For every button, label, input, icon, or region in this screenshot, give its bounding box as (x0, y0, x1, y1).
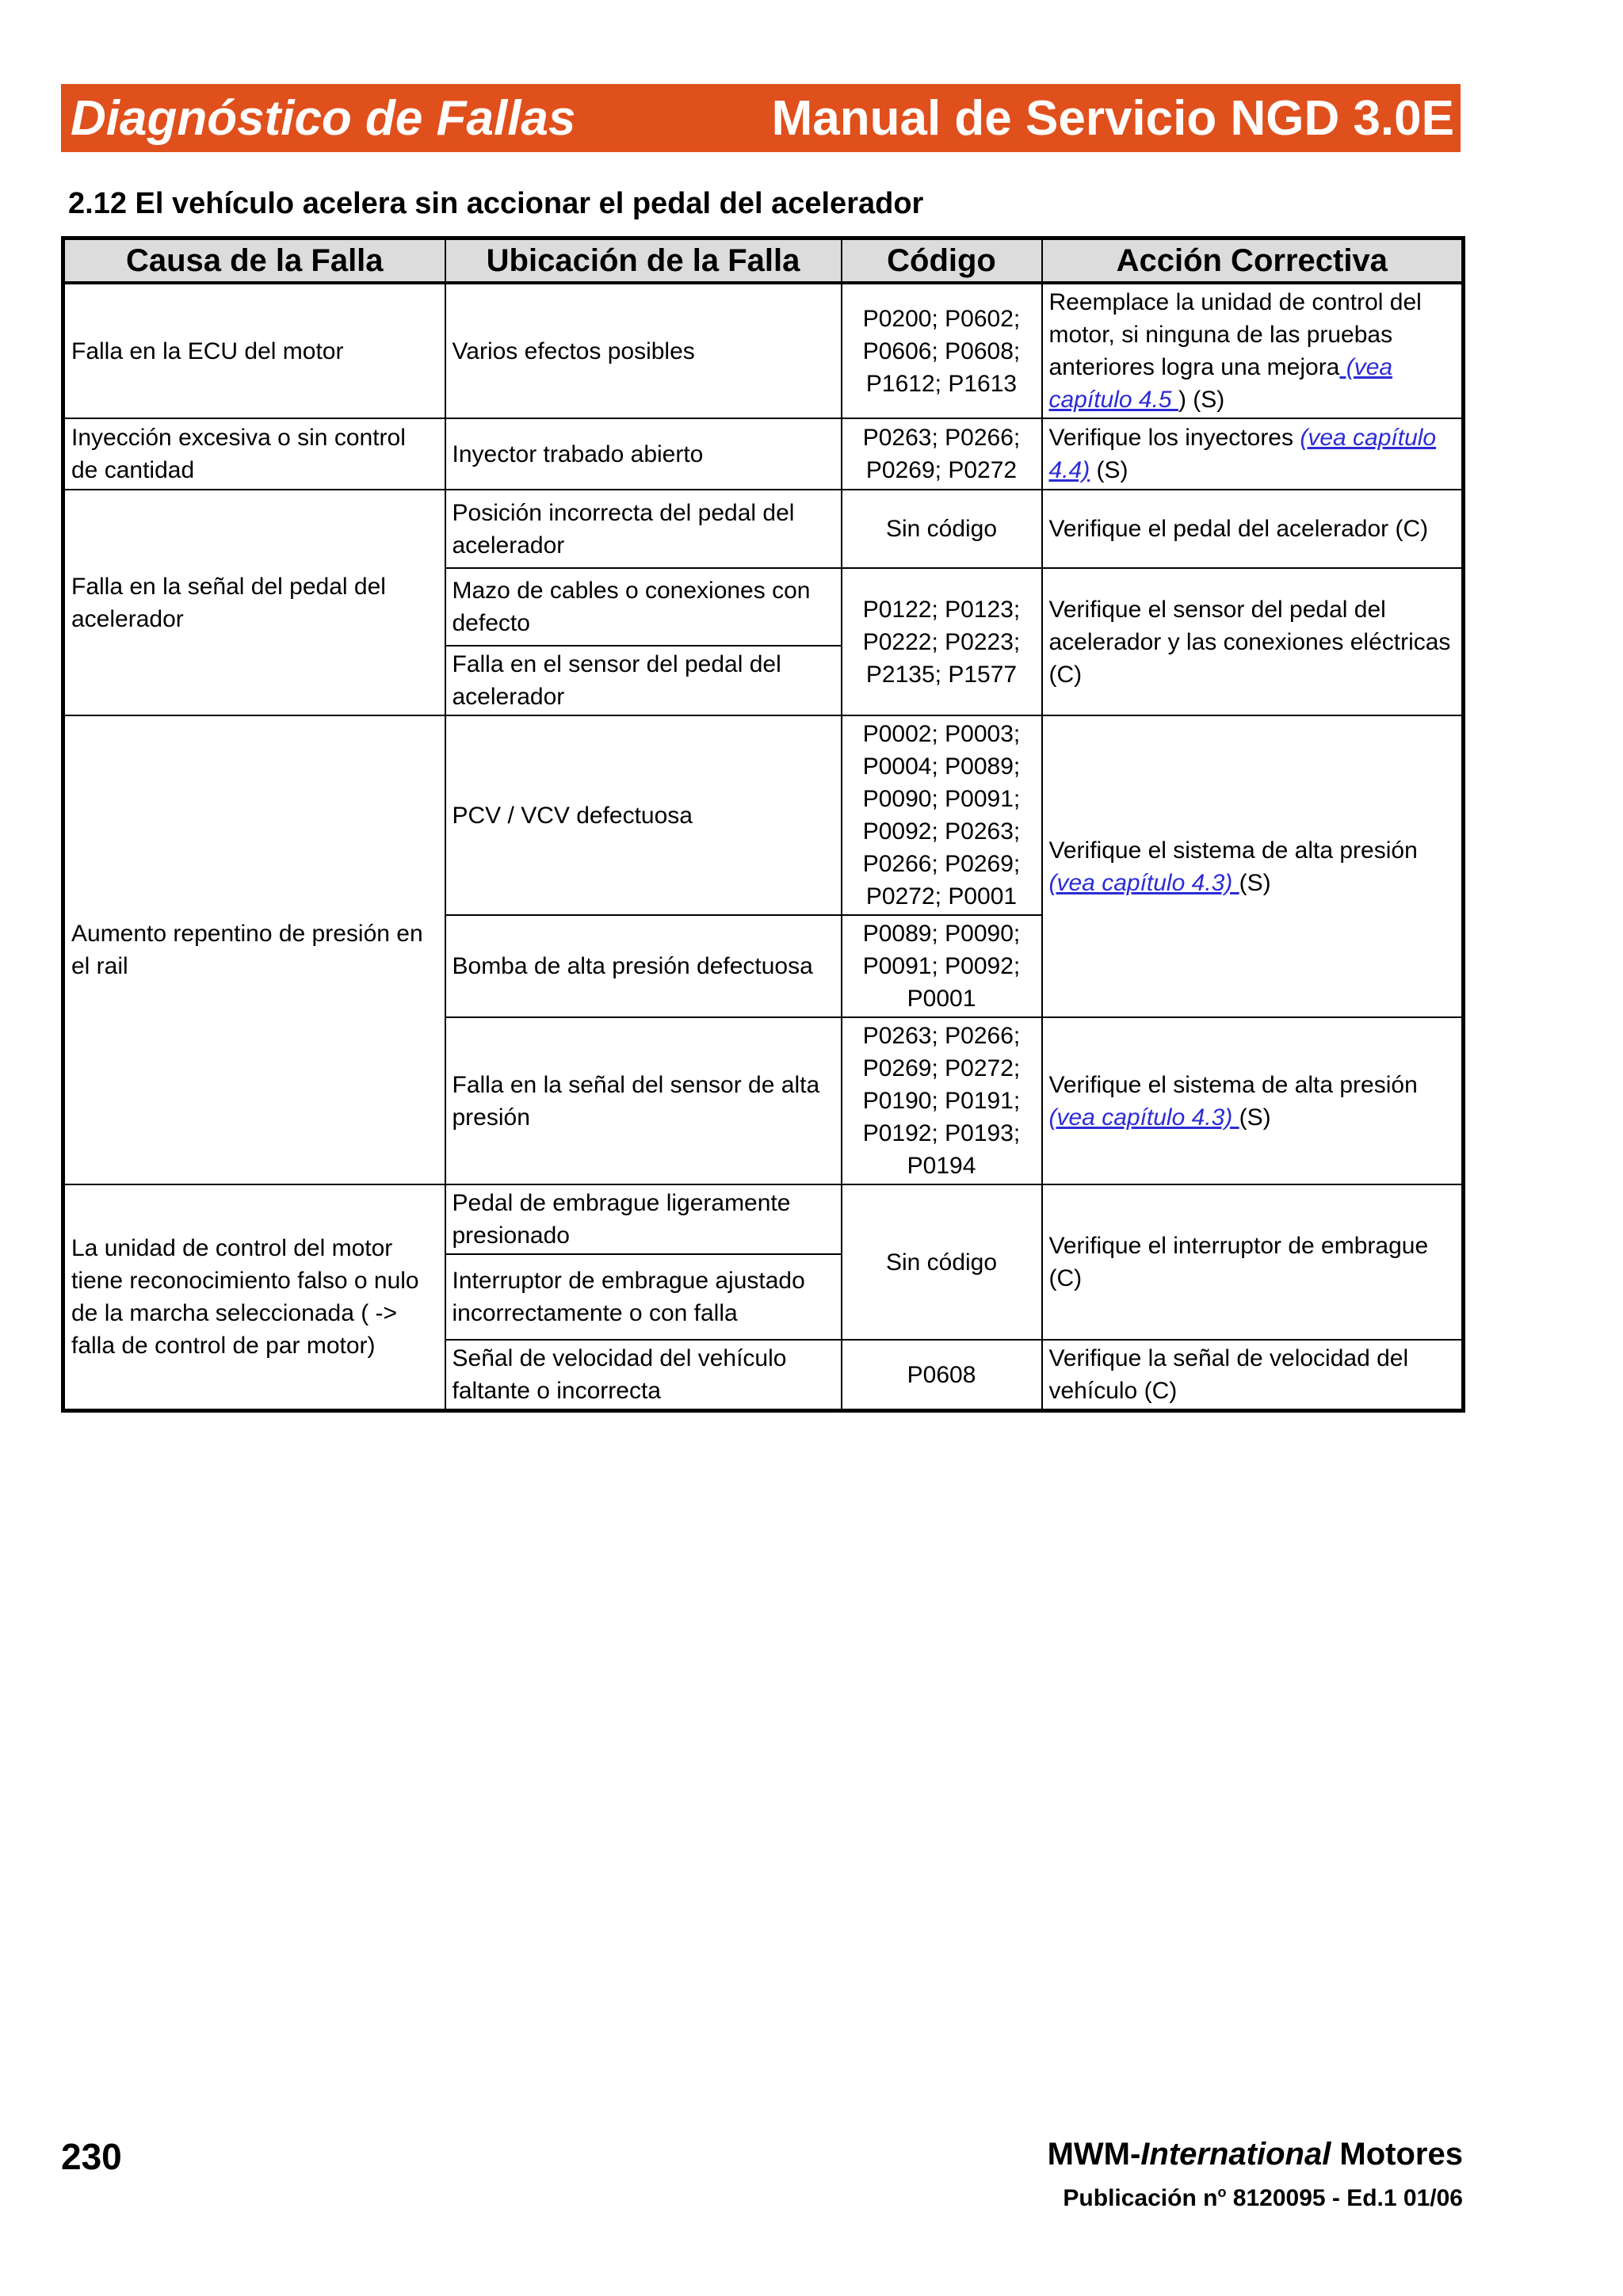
cause-cell: Inyección excesiva o sin control de cantidad (63, 418, 445, 490)
action-text: Verifique el sistema de alta presión (1048, 837, 1418, 864)
brand-prefix: MWM- (1047, 2137, 1141, 2172)
action-suffix: ) (S) (1178, 387, 1225, 413)
action-cell (1042, 715, 1464, 1017)
action-cell (1042, 1017, 1464, 1184)
pub-sup: o (1217, 2184, 1227, 2200)
brand-name (1048, 2137, 1463, 2172)
location-cell: Inyector trabado abierto (445, 418, 842, 490)
action-text: Verifique el sistema de alta presión (1048, 1071, 1418, 1098)
header-manual-title: Manual de Servicio NGD 3.0E (771, 90, 1454, 146)
chapter-link[interactable]: (vea capítulo 4.3) (1048, 869, 1239, 896)
chapter-link[interactable]: (vea capítulo 4.3) (1048, 1104, 1239, 1131)
code-cell: Sin código (842, 1184, 1042, 1340)
chapter-link[interactable]: (vea capítulo 4.5 (1048, 354, 1393, 413)
action-cell: Verifique el interruptor de embrague (C) (1042, 1184, 1464, 1340)
cause-cell: Falla en la ECU del motor (63, 283, 445, 418)
table-row (63, 715, 1464, 915)
action-cell (1042, 418, 1464, 490)
location-cell: PCV / VCV defectuosa (445, 715, 842, 915)
action-cell (1042, 283, 1464, 418)
page-header (61, 84, 1461, 152)
location-cell: Pedal de embrague ligeramente presionado (445, 1184, 842, 1254)
action-suffix: (S) (1090, 457, 1128, 483)
location-cell: Mazo de cables o conexiones con defecto (445, 568, 842, 646)
brand-suffix: Motores (1331, 2137, 1463, 2172)
location-cell: Varios efectos posibles (445, 283, 842, 418)
publication-info (1063, 2184, 1463, 2212)
pub-suffix: 8120095 - Ed.1 01/06 (1226, 2185, 1463, 2211)
pub-prefix: Publicación n (1063, 2185, 1218, 2211)
action-cell: Verifique el pedal del acelerador (C) (1042, 490, 1464, 568)
header-section-title: Diagnóstico de Fallas (71, 90, 576, 146)
table-header-row (63, 238, 1464, 284)
action-suffix: (S) (1239, 1104, 1271, 1131)
action-text: Reemplace la unidad de control del motor, si ninguna de las pruebas anteriores logra una mejora (1048, 289, 1422, 380)
location-cell: Interruptor de embrague ajustado incorrectamente o con falla (445, 1254, 842, 1340)
column-header-cause: Causa de la Falla (63, 238, 445, 284)
action-text: Verifique los inyectores (1048, 425, 1300, 451)
location-cell: Falla en el sensor del pedal del acelerador (445, 646, 842, 715)
code-cell: P0089; P0090; P0091; P0092; P0001 (842, 915, 1042, 1017)
action-cell: Verifique el sensor del pedal del acelerador y las conexiones eléctricas (C) (1042, 568, 1464, 715)
location-cell: Señal de velocidad del vehículo faltante o incorrecta (445, 1340, 842, 1411)
code-cell: P0608 (842, 1340, 1042, 1411)
table-row (63, 418, 1464, 490)
code-cell: P0263; P0266; P0269; P0272; P0190; P0191; P0192; P0193; P0194 (842, 1017, 1042, 1184)
column-header-location: Ubicación de la Falla (445, 238, 842, 284)
table-row (63, 1184, 1464, 1254)
chapter-link[interactable]: (vea capítulo 4.4) (1048, 425, 1437, 483)
table-row (63, 283, 1464, 418)
action-cell: Verifique la señal de velocidad del vehículo (C) (1042, 1340, 1464, 1411)
brand-italic: International (1140, 2137, 1331, 2172)
column-header-code: Código (842, 238, 1042, 284)
table-row (63, 490, 1464, 568)
location-cell: Bomba de alta presión defectuosa (445, 915, 842, 1017)
column-header-action: Acción Correctiva (1042, 238, 1464, 284)
location-cell: Posición incorrecta del pedal del acelerador (445, 490, 842, 568)
page-number: 230 (61, 2136, 122, 2177)
code-cell: Sin código (842, 490, 1042, 568)
cause-cell: Falla en la señal del pedal del acelerador (63, 490, 445, 715)
code-cell: P0263; P0266; P0269; P0272 (842, 418, 1042, 490)
cause-cell: La unidad de control del motor tiene reconocimiento falso o nulo de la marcha seleccionada ( -> falla de control de par motor) (63, 1184, 445, 1411)
fault-table (61, 236, 1465, 1413)
code-cell: P0200; P0602; P0606; P0608; P1612; P1613 (842, 283, 1042, 418)
location-cell: Falla en la señal del sensor de alta presión (445, 1017, 842, 1184)
section-title: 2.12 El vehículo acelera sin accionar el pedal del acelerador (68, 187, 924, 220)
cause-cell: Aumento repentino de presión en el rail (63, 715, 445, 1184)
action-suffix: (S) (1239, 869, 1271, 896)
code-cell: P0122; P0123; P0222; P0223; P2135; P1577 (842, 568, 1042, 715)
code-cell: P0002; P0003; P0004; P0089; P0090; P0091; P0092; P0263; P0266; P0269; P0272; P0001 (842, 715, 1042, 915)
